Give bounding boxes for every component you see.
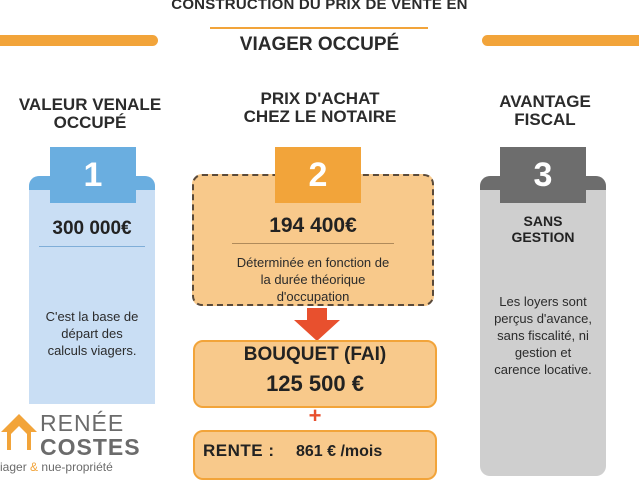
bouquet-label: BOUQUET (FAI)	[243, 344, 387, 365]
column-1-divider	[39, 246, 145, 247]
column-3-heading: AVANTAGE FISCAL	[499, 92, 591, 129]
column-2-divider	[232, 243, 394, 244]
logo-line-1: RENÉE	[40, 410, 125, 436]
plus-icon: +	[308, 403, 322, 428]
page-title: CONSTRUCTION DU PRIX DE VENTE EN	[171, 0, 468, 13]
column-1-card	[29, 176, 155, 430]
column-3-number-badge: 3	[500, 147, 586, 203]
house-logo-icon	[0, 412, 38, 452]
rente-value: 861 € /mois	[296, 443, 383, 460]
column-2-value: 194 400€	[269, 214, 357, 237]
logo-tagline: iager & nue-propriété	[0, 460, 113, 474]
column-3-value: SANS GESTION	[511, 213, 575, 245]
column-3-description: Les loyers sont perçus d'avance, sans fiscalité, ni gestion et carence locative.	[494, 294, 592, 377]
logo	[0, 404, 158, 480]
rente-label: RENTE :	[203, 441, 275, 460]
column-1-heading: VALEUR VENALE OCCUPÉ	[18, 95, 162, 132]
column-1-number-badge: 1	[50, 147, 136, 203]
column-2-heading: PRIX D'ACHAT CHEZ LE NOTAIRE	[243, 89, 397, 126]
column-1-value: 300 000€	[52, 218, 132, 239]
logo-line-2: COSTES	[40, 434, 141, 460]
bouquet-value: 125 500 €	[266, 371, 364, 396]
title-underline	[210, 27, 428, 29]
column-1-description: C'est la base de départ des calculs viagers.	[45, 309, 139, 358]
column-2-description: Déterminée en fonction de la durée théorique d'occupation	[236, 255, 390, 304]
arrow-down-icon	[292, 308, 342, 342]
column-2-number-badge: 2	[275, 147, 361, 203]
page-subtitle: VIAGER OCCUPÉ	[239, 34, 400, 55]
